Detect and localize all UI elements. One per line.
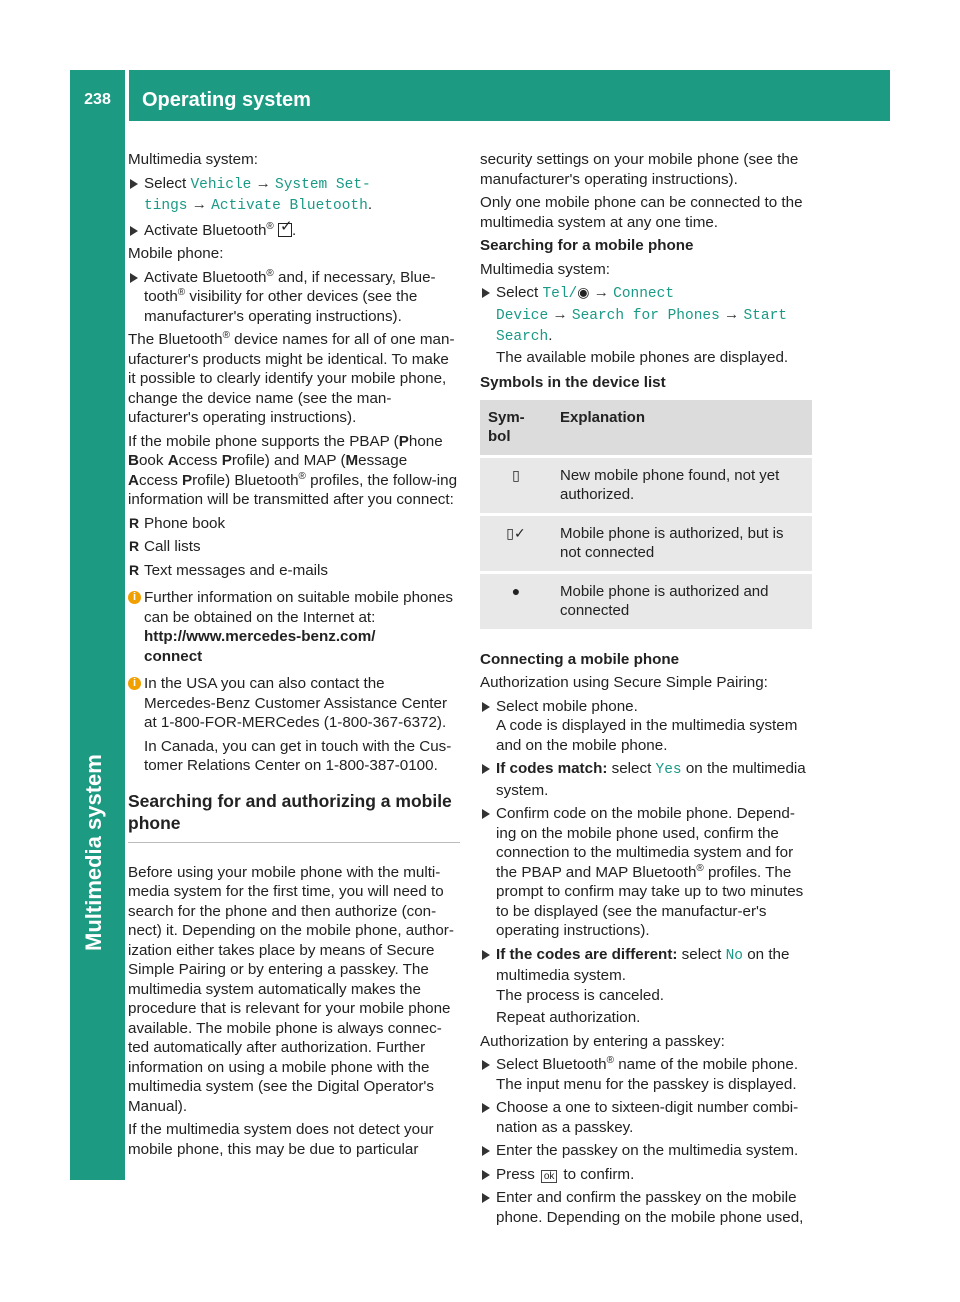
arrow-icon: → — [593, 284, 609, 301]
para-text: device names for all of one man-ufacturer's products might be identical. To make it possible to clearly identify your mobile phone, change the device name (see the man-ufacturer's operating instructions). — [128, 331, 455, 426]
para-text: rofile) and MAP ( — [231, 452, 346, 469]
table-cell: New mobile phone found, not yet authorized. — [552, 458, 812, 513]
step-result: Repeat authorization. — [496, 1009, 641, 1026]
paragraph-security: security settings on your mobile phone (see the manufacturer's operating instructions). — [480, 151, 799, 188]
intro-multimedia: Multimedia system: — [480, 260, 610, 278]
para-text: ccess — [178, 452, 222, 469]
left-column — [128, 150, 460, 1163]
step-text: Select Bluetooth — [496, 1056, 607, 1073]
symbol: ● — [511, 582, 521, 599]
step-text: Select mobile phone. — [496, 697, 638, 715]
menu-tel: Tel/ — [542, 286, 578, 302]
menu-no: No — [725, 947, 743, 964]
bold-letter: P — [398, 432, 409, 450]
para-text: The Bluetooth — [128, 331, 223, 348]
table-header — [480, 400, 552, 455]
subheading-connecting: Connecting a mobile phone — [480, 650, 680, 668]
paragraph-device-names — [128, 330, 460, 428]
table-header-row — [480, 400, 812, 455]
bold-letter: P — [221, 452, 232, 469]
registered-mark: ® — [177, 286, 186, 298]
step-text: Activate Bluetooth — [144, 221, 267, 239]
step-text: name of the mobile phone. The input menu for the passkey is displayed. — [496, 1056, 799, 1093]
step-select-phone — [480, 697, 812, 756]
info-icon: i — [128, 677, 141, 690]
menu-vehicle: Vehicle — [190, 176, 252, 193]
step-text: Confirm code on the mobile phone. Depend-ing on the mobile phone used, confirm the connection to the multimedia system and for the PBAP and MAP Bluetooth — [496, 805, 795, 881]
section-heading: Searching for and authorizing a mobile phone — [128, 790, 460, 843]
table-cell: Mobile phone is authorized and connected — [552, 574, 812, 629]
step-text: on the multimedia system. — [496, 760, 806, 799]
step-text: . — [367, 196, 373, 213]
intro-mobile-phone: Mobile phone: — [128, 245, 224, 262]
registered-mark: ® — [222, 329, 230, 341]
step-text: Select — [144, 174, 191, 192]
menu-connect-device: Connect — [613, 286, 675, 302]
step-text: . — [292, 221, 297, 239]
symbol: ▯ — [512, 466, 520, 483]
header-text: Sym-bol — [488, 408, 525, 445]
step-codes-match — [480, 759, 812, 800]
para-text: ook — [138, 452, 168, 469]
bold-letter: P — [182, 471, 193, 489]
para-text: ccess — [138, 471, 183, 489]
menu-yes: Yes — [655, 762, 682, 778]
step-choose-passkey: Choose a one to sixteen-digit number combi-nation as a passkey. — [480, 1098, 812, 1137]
para-text: profiles, the follow-ing information will be transmitted after you connect: — [128, 471, 458, 508]
right-column — [480, 150, 812, 1231]
symbol: ▯✓ — [506, 524, 526, 541]
bold-letter: A — [167, 452, 179, 469]
step-phone-bluetooth — [128, 268, 460, 327]
menu-system-settings-cont: tings — [144, 198, 188, 214]
subheading-symbols: Symbols in the device list — [480, 374, 666, 391]
page-header — [70, 70, 890, 121]
step-confirm-code — [480, 804, 812, 941]
menu-activate-bluetooth: Activate Bluetooth — [211, 198, 368, 214]
paragraph-passkey: Authorization by entering a passkey: — [480, 1032, 725, 1050]
page-title: Operating system — [142, 89, 311, 111]
phone-connected-icon — [480, 574, 552, 629]
arrow-icon: → — [255, 174, 271, 192]
info-icon: i — [128, 591, 141, 604]
table-row — [480, 458, 812, 513]
menu-start-search-cont: Search — [496, 329, 549, 345]
arrow-icon: → — [191, 196, 207, 213]
para-text: rofile) Bluetooth — [192, 471, 299, 489]
step-text: select — [677, 945, 726, 963]
info-text: In the USA you can also contact the Mercedes-Benz Customer Assistance Center at 1-800-FOR-MERCedes (1-800-367-6372). — [144, 675, 448, 731]
step-text: Press — [496, 1165, 535, 1183]
paragraph-pbap-map — [128, 432, 460, 510]
step-text: to confirm. — [563, 1165, 635, 1183]
phone-new-icon — [480, 458, 552, 513]
url-link[interactable]: http://www.mercedes-benz.com/ — [144, 628, 376, 645]
step-text: on the multimedia system. — [496, 945, 790, 984]
table-header: Explanation — [552, 400, 812, 455]
registered-mark: ® — [266, 220, 274, 232]
bold-letter: M — [345, 452, 359, 469]
paragraph-before-using: Before using your mobile phone with the multi-media system for the first time, you will need to search for the phone and then authorize (con-nect) it. Depending on the mobile phone, author-ization either takes place by means of Secure Simple Pairing or by entering a passkey. The multimedia system automatically makes the procedure that is relevant for your mobile phone available. The mobile phone is always connec-ted automatically after authorization. Further information on using a mobile phone with the multimedia system (see the Digital Operator's Manual). — [128, 863, 454, 1115]
info-note-contact — [128, 674, 460, 776]
phone-authorized-icon — [480, 516, 552, 571]
page-number: 238 — [84, 91, 111, 108]
paragraph-not-detected: If the multimedia system does not detect your mobile phone, this may be due to particular — [128, 1121, 434, 1158]
menu-system-settings: System Set- — [275, 176, 371, 193]
step-search-phones — [480, 283, 812, 367]
list-item: R Text messages and e-mails — [128, 561, 460, 581]
step-result: The process is canceled. — [496, 986, 664, 1004]
list-item: R Phone book — [128, 514, 460, 534]
globe-icon: ◉ — [577, 284, 590, 300]
registered-mark: ® — [266, 267, 274, 279]
step-text: visibility for other devices (see the manufacturer's operating instructions). — [144, 288, 418, 325]
step-confirm-passkey: Enter and confirm the passkey on the mobile phone. Depending on the mobile phone used, — [480, 1188, 812, 1227]
menu-start-search: Start — [743, 307, 787, 324]
intro-multimedia: Multimedia system: — [128, 151, 258, 168]
menu-search-for-phones: Search for Phones — [571, 307, 720, 324]
step-enter-passkey: Enter the passkey on the multimedia system. — [480, 1141, 812, 1161]
step-text: . — [548, 327, 553, 344]
step-text: select — [607, 760, 656, 777]
arrow-icon: → — [552, 305, 568, 323]
symbols-table — [480, 397, 812, 632]
step-select-bluetooth-name — [480, 1055, 812, 1094]
menu-connect-device-cont: Device — [496, 307, 549, 324]
bold-letter: A — [128, 471, 139, 489]
info-text: In Canada, you can get in touch with the Cus-tomer Relations Center on 1-800-387-0100. — [144, 737, 452, 774]
step-press-ok — [480, 1165, 812, 1185]
url-link-cont[interactable]: connect — [144, 647, 203, 665]
side-tab-label: Multimedia system — [81, 754, 106, 951]
side-tab — [70, 121, 125, 1180]
step-label: If the codes are different: — [496, 945, 678, 963]
subheading-searching: Searching for a mobile phone — [480, 237, 694, 254]
step-result: A code is displayed in the multimedia system and on the mobile phone. — [496, 717, 798, 754]
step-codes-different — [480, 945, 812, 1028]
paragraph-one-phone: Only one mobile phone can be connected to the multimedia system at any one time. — [480, 194, 803, 231]
step-text: profiles. The prompt to confirm may take up to two minutes to be displayed (see the manufactur-er's operating instructions). — [496, 863, 804, 939]
registered-mark: ® — [696, 862, 704, 874]
ok-key-icon: ok — [541, 1170, 558, 1183]
step-text: Select — [496, 284, 543, 301]
table-row — [480, 574, 812, 629]
header-divider — [125, 70, 129, 121]
step-label: If codes match: — [496, 760, 608, 777]
info-note-website — [128, 588, 460, 666]
table-cell: Mobile phone is authorized, but is not connected — [552, 516, 812, 571]
bold-letter: B — [128, 452, 139, 469]
step-activate-bluetooth — [128, 221, 460, 241]
step-result: The available mobile phones are displayed. — [496, 348, 789, 366]
para-text: essage — [358, 452, 408, 469]
registered-mark: ® — [606, 1054, 614, 1066]
step-select-vehicle — [128, 174, 460, 217]
paragraph-ssp: Authorization using Secure Simple Pairing: — [480, 674, 768, 691]
checkbox-icon — [278, 223, 292, 237]
info-text: Further information on suitable mobile phones can be obtained on the Internet at: — [144, 589, 453, 626]
list-item: R Call lists — [128, 537, 460, 557]
arrow-icon: → — [724, 305, 740, 323]
step-text: and, if necessary, Blue-tooth — [144, 268, 436, 305]
table-row — [480, 516, 812, 571]
step-text: Activate Bluetooth — [144, 268, 267, 286]
registered-mark: ® — [298, 470, 306, 482]
para-text: hone — [408, 432, 443, 450]
para-text: If the mobile phone supports the PBAP ( — [128, 432, 399, 450]
